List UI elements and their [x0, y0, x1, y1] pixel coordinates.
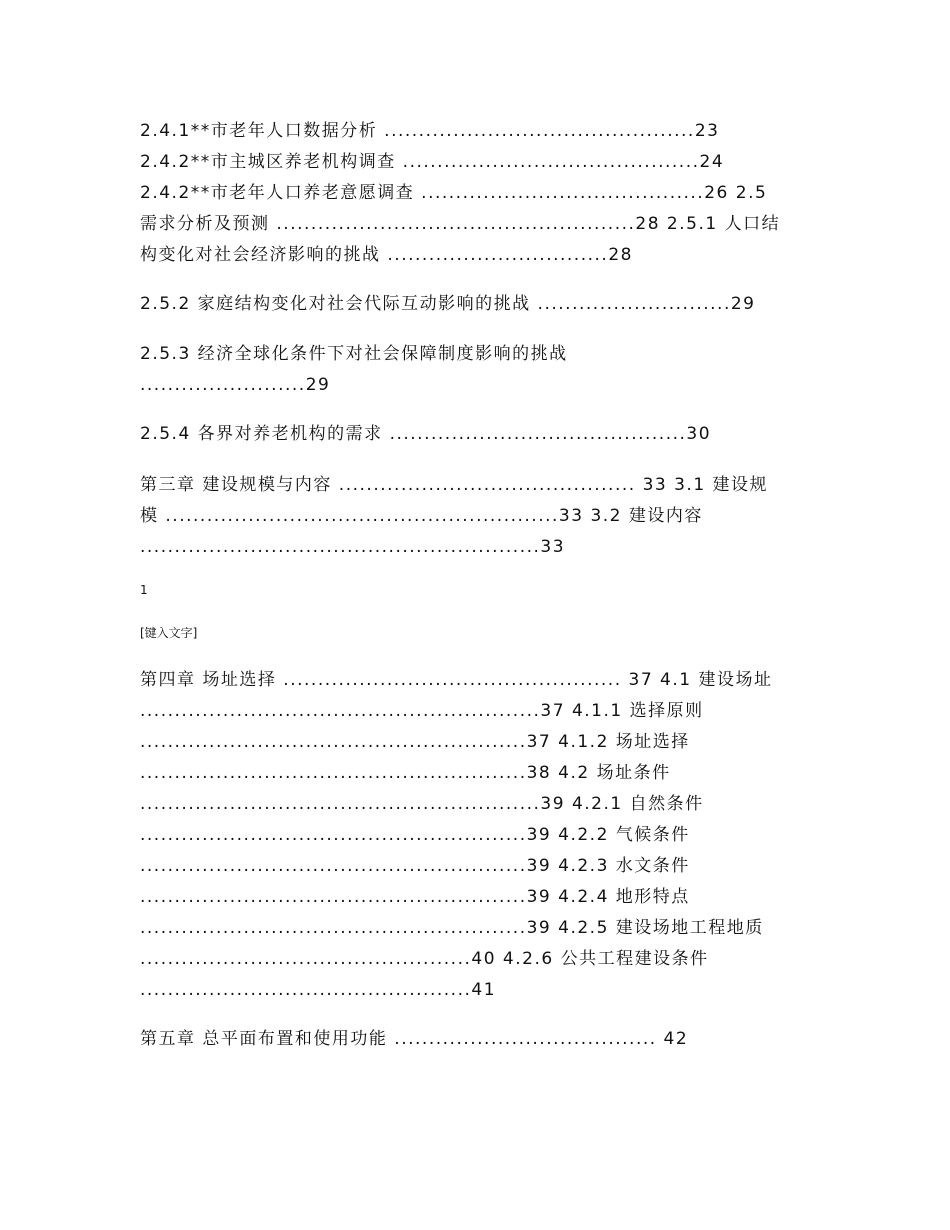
toc-line: 模 .........................................................33 3.2 建设内容 — [140, 506, 703, 526]
page-number: 1 — [140, 583, 148, 597]
toc-line: 2.5.4 各界对养老机构的需求 ...........................................30 — [140, 424, 712, 444]
toc-line: ................................................41 — [140, 980, 497, 1000]
toc-line: 2.5.3 经济全球化条件下对社会保障制度影响的挑战 — [140, 344, 568, 364]
toc-line: 第五章 总平面布置和使用功能 ...................................... 42 — [140, 1029, 689, 1049]
toc-line: 需求分析及预测 ....................................................28 2.5.1 人口结 — [140, 214, 781, 234]
toc-line: 2.4.2**市主城区养老机构调查 ...........................................24 — [140, 152, 725, 172]
toc-line: ........................29 — [140, 375, 331, 395]
toc-line: ........................................................39 4.2.3 水文条件 — [140, 856, 690, 876]
toc-line: 2.4.2**市老年人口养老意愿调查 .........................................26 2.5 — [140, 183, 768, 203]
toc-line: 构变化对社会经济影响的挑战 ................................28 — [140, 245, 633, 265]
toc-line: ..........................................................37 4.1.1 选择原则 — [140, 701, 704, 721]
toc-line: ........................................................38 4.2 场址条件 — [140, 763, 671, 783]
toc-line: ........................................................39 4.2.2 气候条件 — [140, 825, 690, 845]
toc-line: 2.5.2 家庭结构变化对社会代际互动影响的挑战 ............................29 — [140, 294, 756, 314]
toc-line: ................................................40 4.2.6 公共工程建设条件 — [140, 949, 709, 969]
toc-line: ..........................................................39 4.2.1 自然条件 — [140, 794, 704, 814]
header-placeholder: [键入文字] — [140, 626, 198, 640]
toc-line: ..........................................................33 — [140, 537, 566, 557]
toc-line: 第三章 建设规模与内容 ........................................... 33 3.1 建设规 — [140, 475, 769, 495]
toc-line: 2.4.1**市老年人口数据分析 .............................................23 — [140, 121, 720, 141]
toc-line: ........................................................37 4.1.2 场址选择 — [140, 732, 690, 752]
toc-line: ........................................................39 4.2.4 地形特点 — [140, 887, 690, 907]
toc-line: ........................................................39 4.2.5 建设场地工程地质 — [140, 918, 764, 938]
toc-line: 第四章 场址选择 ................................................. 37 4.1 建设场址 — [140, 670, 773, 690]
